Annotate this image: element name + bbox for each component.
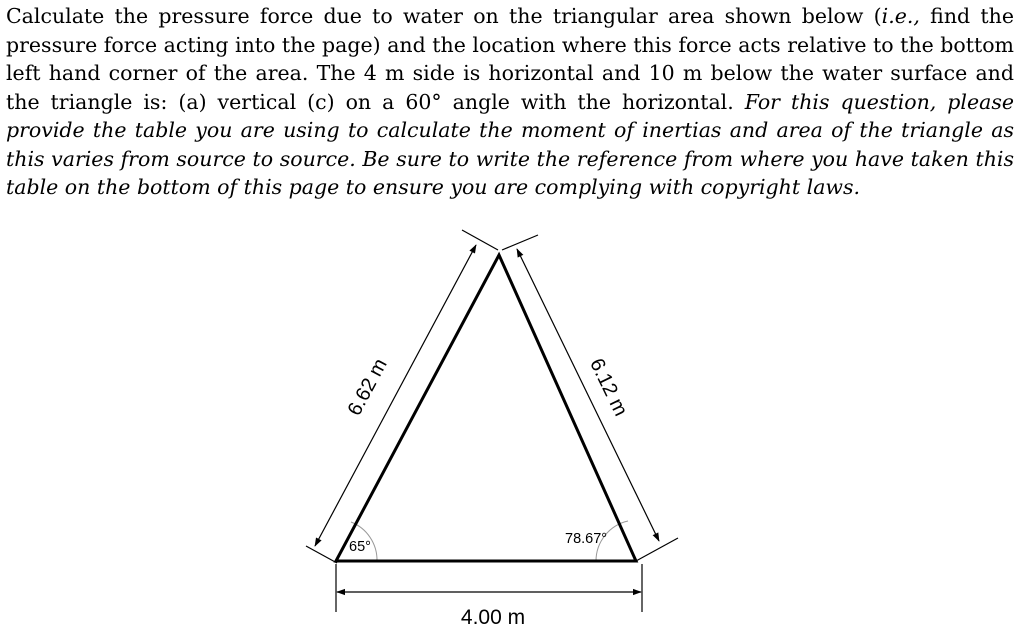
right-extension-line-bottom (636, 538, 678, 561)
instruction-text: For this question, please provide the table you are using to calculate the moment of inertias and area of the triangle as this varies from source to source. Be sure to write the reference from where you have taken this table on the bottom of this page to ensure you are complying with copyright laws. (6, 89, 1014, 199)
right-extension-line-top (502, 235, 538, 250)
left-side-label: 6.62 m (343, 355, 392, 420)
triangle (336, 255, 636, 561)
problem-main-text: Calculate the pressure force due to water on the triangular area shown below ( (6, 4, 882, 28)
right-angle-label: 78.67° (565, 531, 608, 547)
left-angle-label: 65° (349, 539, 371, 555)
left-extension-line-top (462, 230, 498, 250)
left-dimension-arrow (315, 245, 476, 546)
base-label: 4.00 m (460, 606, 526, 629)
left-extension-line-bottom (306, 546, 337, 563)
problem-main-text-2: find the pressure force acting into the page) and the location where this force acts relative to the bottom left hand corner of the area. The 4 m side is horizontal and 10 m below the water surface and the triangle is: (a) vertical (c) on a 60° angle with the horizontal. (6, 4, 1015, 114)
ie-abbreviation: i.e., (881, 4, 920, 28)
right-dimension-arrow (517, 249, 659, 541)
right-side-label: 6.12 m (585, 355, 632, 420)
